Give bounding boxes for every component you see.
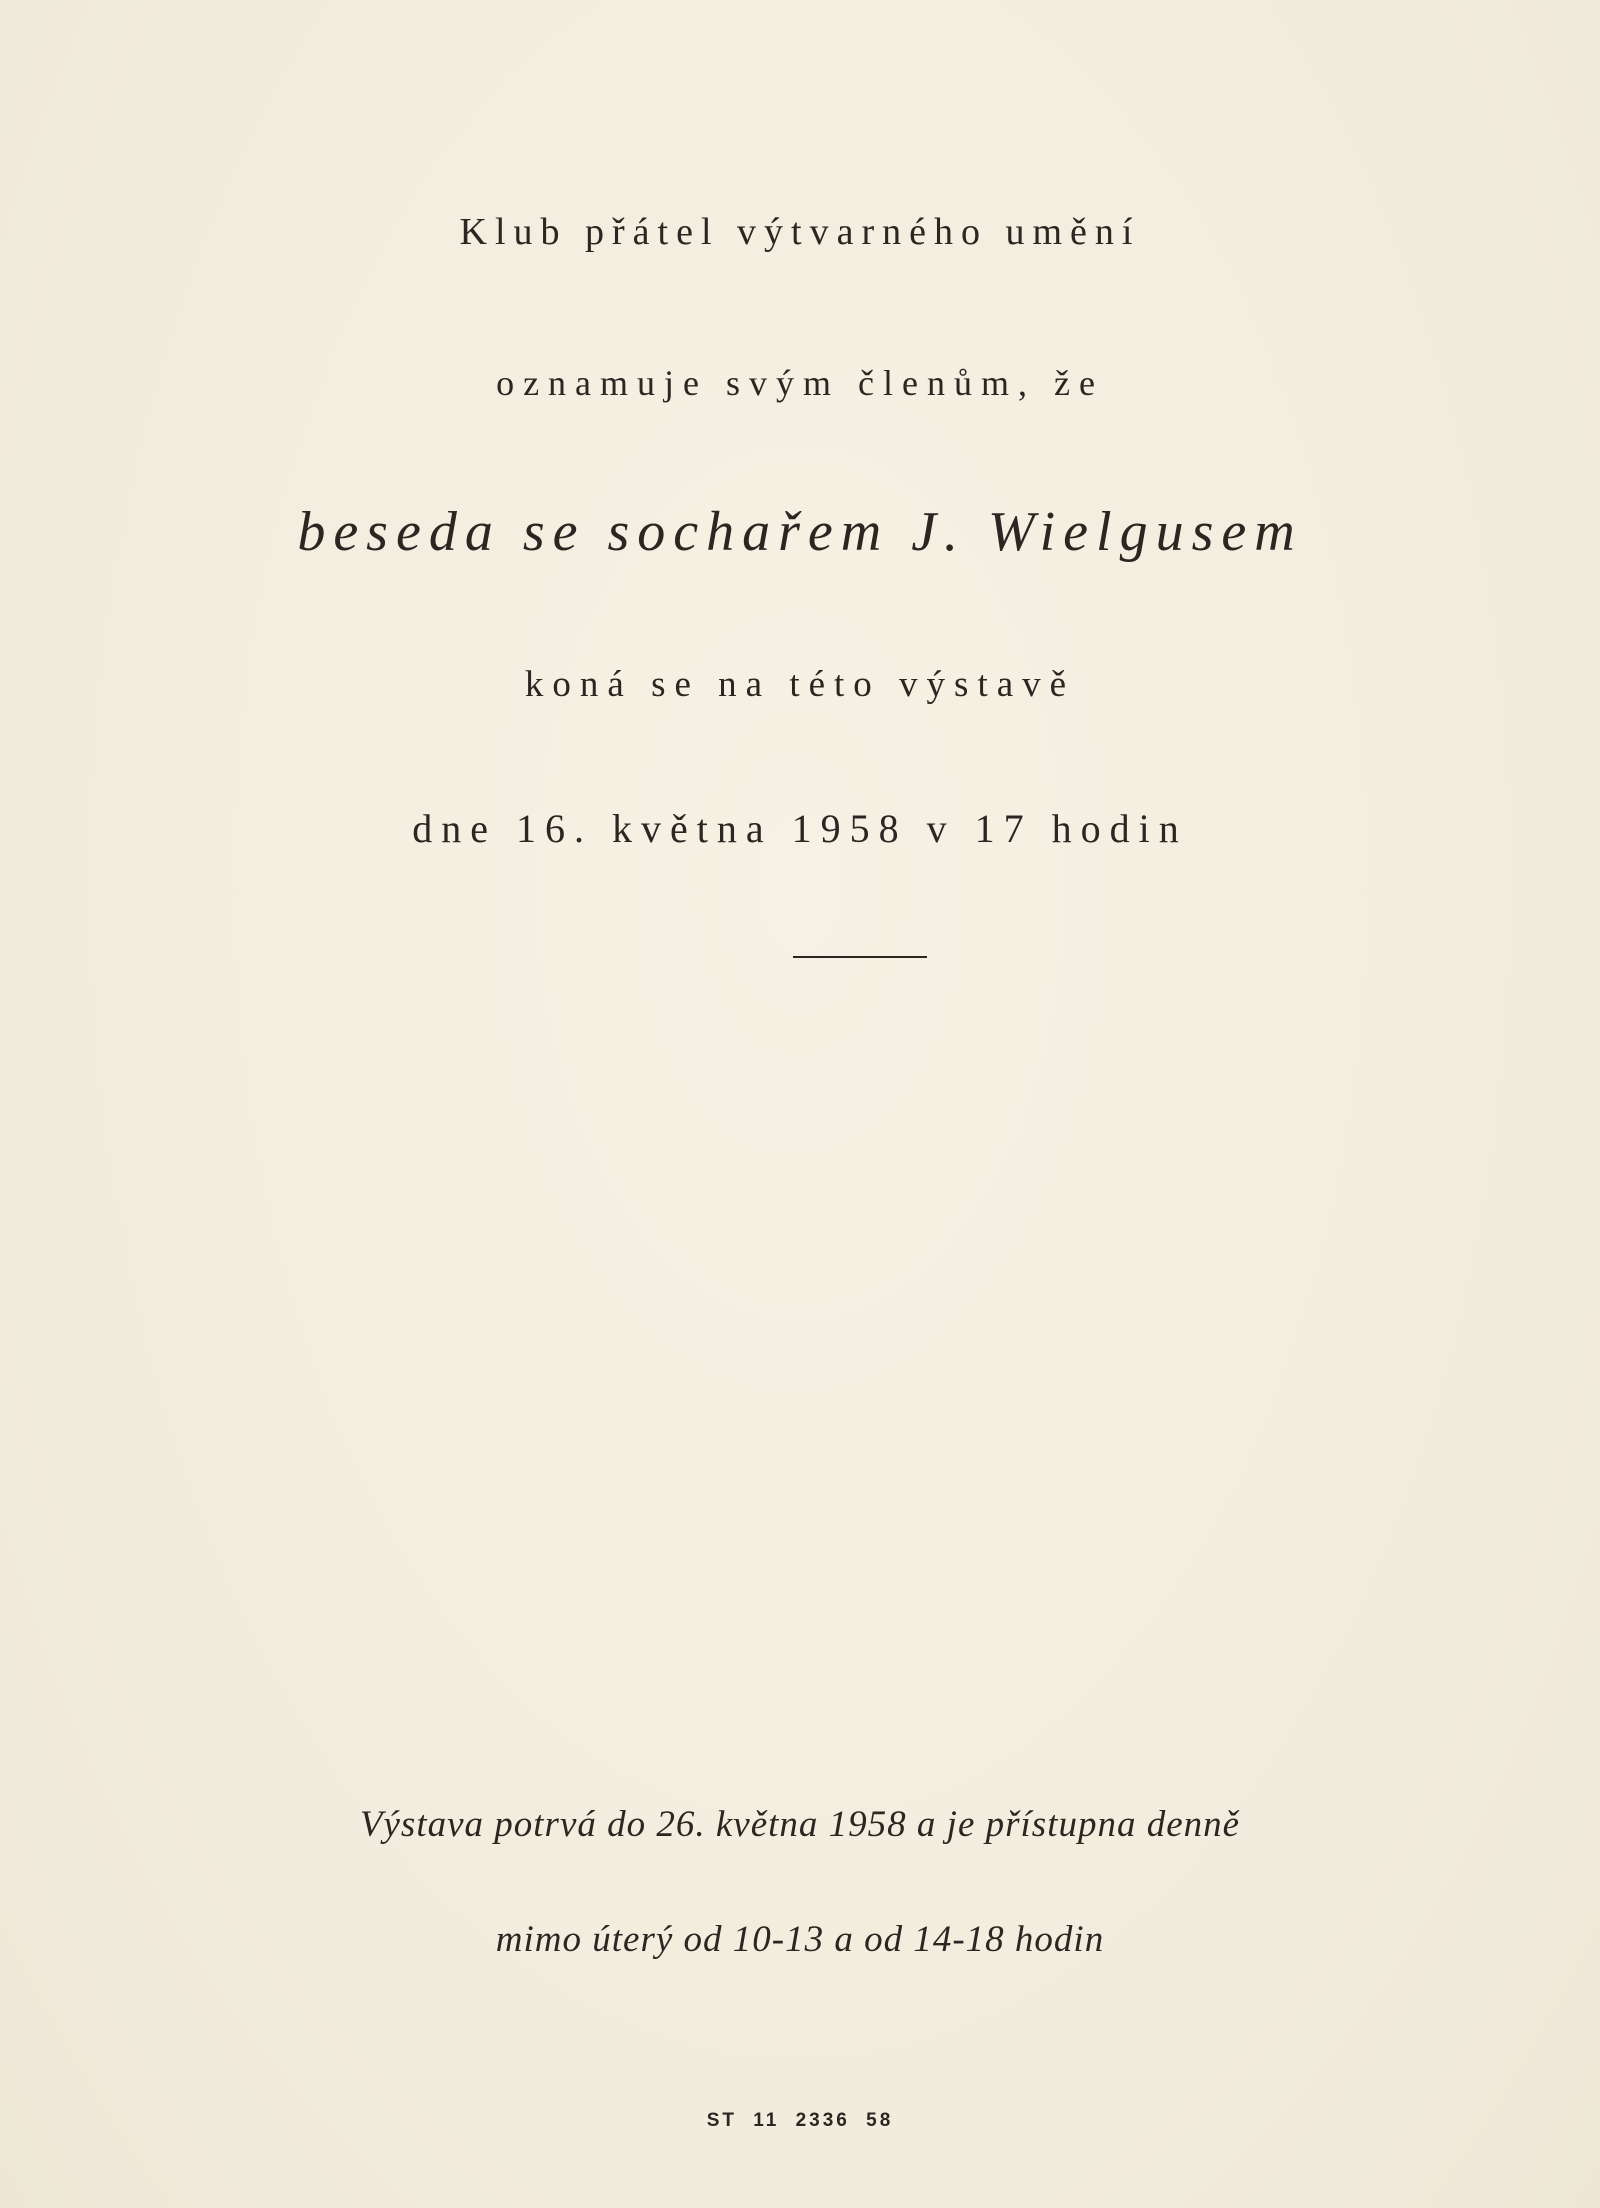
venue-line: koná se na této výstavě bbox=[524, 664, 1076, 705]
print-code: ST 11 2336 58 bbox=[706, 2110, 894, 2131]
exhibition-note-line-2: mimo úterý od 10-13 a od 14-18 hodin bbox=[495, 1919, 1105, 1960]
event-date: dne 16. května 1958 v 17 hodin bbox=[412, 806, 1188, 851]
exhibition-note-line-1: Výstava potrvá do 26. května 1958 a je přístupna denně bbox=[359, 1804, 1241, 1845]
event-title: beseda se sochařem J. Wielgusem bbox=[297, 501, 1303, 563]
announcement-line: oznamuje svým členům, že bbox=[496, 363, 1104, 403]
divider-rule bbox=[793, 956, 927, 958]
club-name: Klub přátel výtvarného umění bbox=[459, 211, 1141, 253]
